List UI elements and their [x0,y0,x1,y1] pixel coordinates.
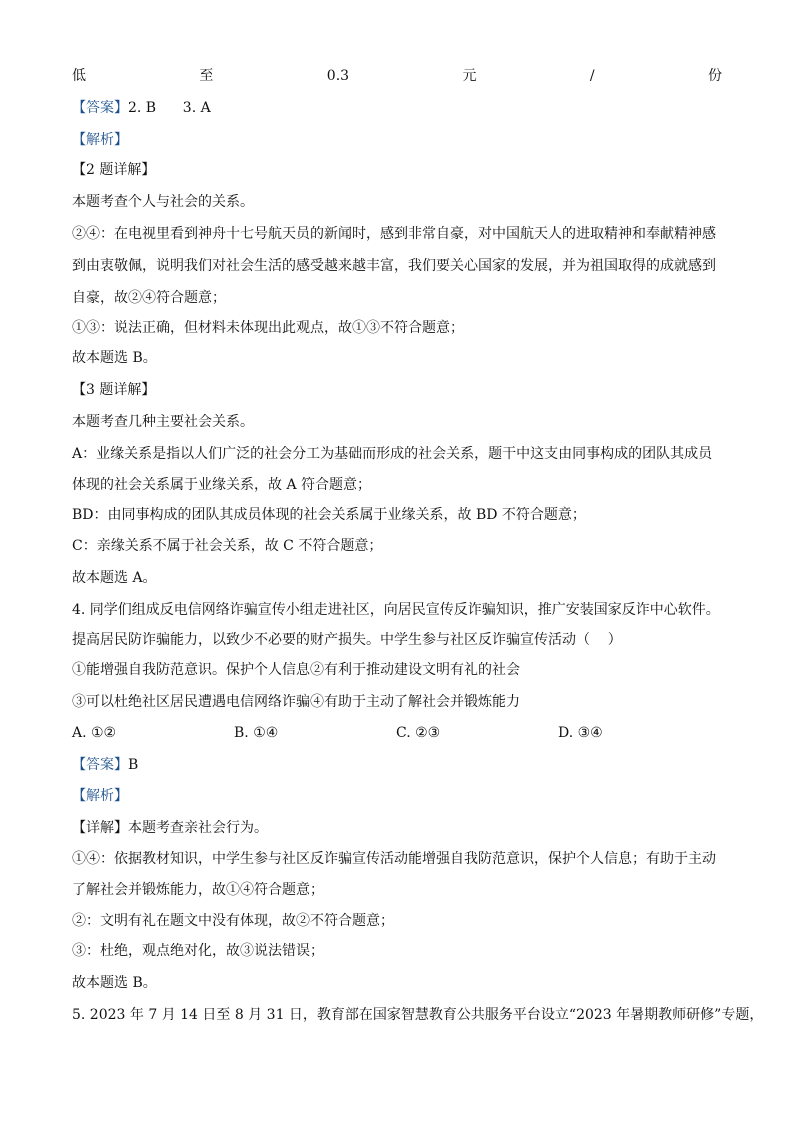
answer-tag: 【答案】 [72,757,128,773]
detail-line [72,818,722,838]
answer-line [72,98,722,118]
question-4-stem: 4. 同学们组成反电信网络诈骗宣传小组走进社区，向居民宣传反诈骗知识，推广安装国家反诈中心软件。 [72,602,720,618]
paragraph-line: 自豪，故②④符合题意； [72,290,226,306]
paragraph-line: 故本题选 B。 [72,975,157,991]
paragraph-line: ②：文明有礼在题文中没有体现，故②不符合题意； [72,913,394,929]
paragraph-line: ②④：在电视里看到神舟十七号航天员的新闻时，感到非常自豪，对中国航天人的进取精神和奉献精神感 [72,226,716,242]
fragment-text: 低 [72,68,86,84]
q2-detail-heading: 【2 题详解】 [72,162,156,178]
option-d: D. ③④ [558,725,603,741]
option-c: C. ②③ [396,725,441,741]
detail-tag: 【详解】 [72,820,128,836]
paragraph-line: A：业缘关系是指以人们广泛的社会分工为基础而形成的社会关系，题干中这支由同事构成的团队其成员 [72,446,713,462]
option-a: A. ①② [72,725,117,741]
analysis-heading: 【解析】 [72,132,128,148]
paragraph-line: 故本题选 A。 [72,570,157,586]
option-b: B. ①④ [234,725,279,741]
paragraph-line: 到由衷敬佩，说明我们对社会生活的感受越来越丰富，我们要关心国家的发展，并为祖国取得的成就感到 [72,258,716,274]
question-5-stem: 5. 2023 年 7 月 14 日至 8 月 31 日，教育部在国家智慧教育公共服务平台设立“2023 年暑期教师研修”专题， [72,1007,764,1023]
answer-text: 2. B 3. A [128,100,211,116]
paragraph-line: 本题考查个人与社会的关系。 [72,194,254,210]
paragraph-line: 了解社会并锻炼能力，故①④符合题意； [72,882,324,898]
fragment-text: 份 [707,68,722,84]
paragraph-line: 提高居民防诈骗能力，以致少不必要的财产损失。中学生参与社区反诈骗宣传活动（ ） [72,632,622,648]
fragment-text: 元 [462,68,477,84]
paragraph-line: 本题考查几种主要社会关系。 [72,414,254,430]
detail-text: 本题考查亲社会行为。 [128,820,268,836]
fragment-text: 至 [199,68,214,84]
paragraph-line: BD：由同事构成的团队其成员体现的社会关系属于业缘关系，故 BD 不符合题意； [72,507,586,523]
paragraph-line: ③可以杜绝社区居民遭遇电信网络诈骗④有助于主动了解社会并锻炼能力 [72,694,520,710]
paragraph-line: 故本题选 B。 [72,350,157,366]
paragraph-line: C：亲缘关系不属于社会关系，故 C 不符合题意； [72,538,383,554]
answer-text: B [128,757,139,773]
paragraph-line: ①③：说法正确，但材料未体现出此观点，故①③不符合题意； [72,320,464,336]
paragraph-line: ①④：依据教材知识，中学生参与社区反诈骗宣传活动能增强自我防范意识，保护个人信息；有助于主动 [72,851,716,867]
paragraph-line: ③：杜绝，观点绝对化，故③说法错误； [72,943,324,959]
analysis-heading: 【解析】 [72,788,128,804]
top-fragment-line [72,66,722,86]
fragment-text: / [589,68,595,84]
answer-tag: 【答案】 [72,100,128,116]
paragraph-line: ①能增强自我防范意识。保护个人信息②有利于推动建设文明有礼的社会 [72,662,520,678]
q3-detail-heading: 【3 题详解】 [72,382,156,398]
fragment-text: 0.3 [326,68,350,84]
question-4-options [72,723,722,743]
paragraph-line: 体现的社会关系属于业缘关系，故 A 符合题意； [72,477,372,493]
answer-line [72,755,722,775]
